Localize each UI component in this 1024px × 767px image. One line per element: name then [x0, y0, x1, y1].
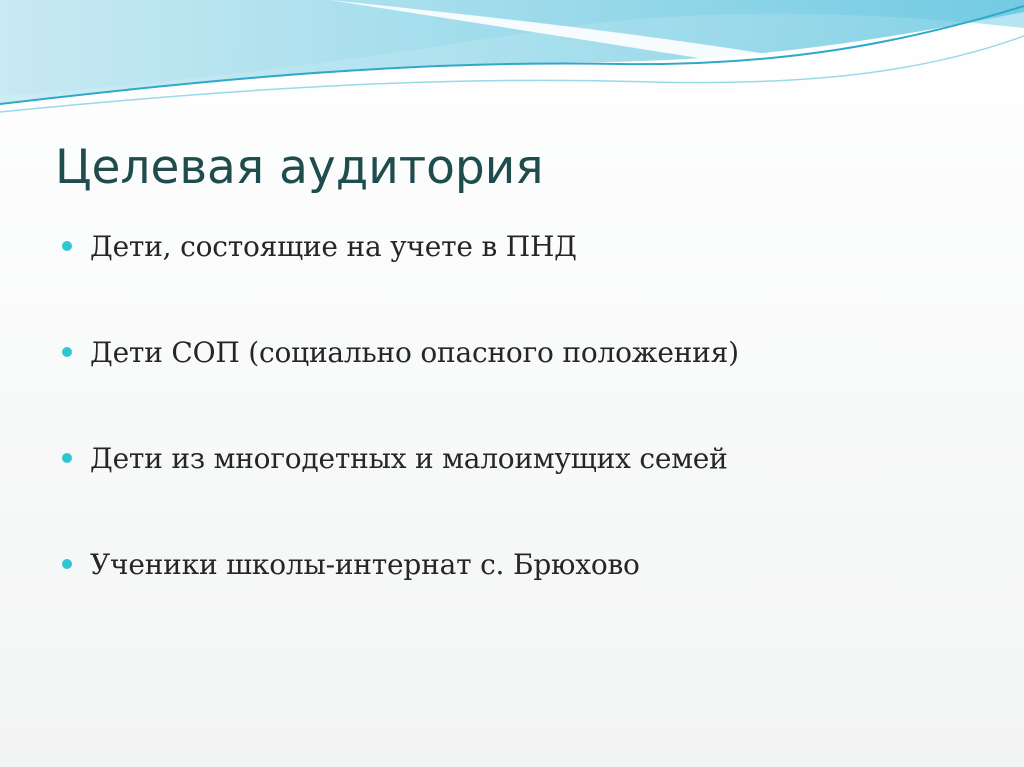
bullet-text: Ученики школы-интернат с. Брюхово — [90, 547, 640, 581]
bullet-list — [62, 219, 739, 591]
slide-title: Целевая аудитория — [55, 140, 544, 195]
bullet-text: Дети из многодетных и малоимущих семей — [90, 441, 728, 475]
bullet-dot-icon — [62, 347, 72, 357]
bullet-dot-icon — [62, 241, 72, 251]
bullet-item — [62, 325, 739, 379]
bullet-text: Дети, состоящие на учете в ПНД — [90, 229, 577, 263]
bullet-dot-icon — [62, 559, 72, 569]
wave-header-decoration — [0, 0, 1024, 130]
bullet-dot-icon — [62, 453, 72, 463]
bullet-item — [62, 219, 739, 273]
bullet-item — [62, 537, 739, 591]
bullet-item — [62, 431, 739, 485]
bullet-text: Дети СОП (социально опасного положения) — [90, 335, 739, 369]
